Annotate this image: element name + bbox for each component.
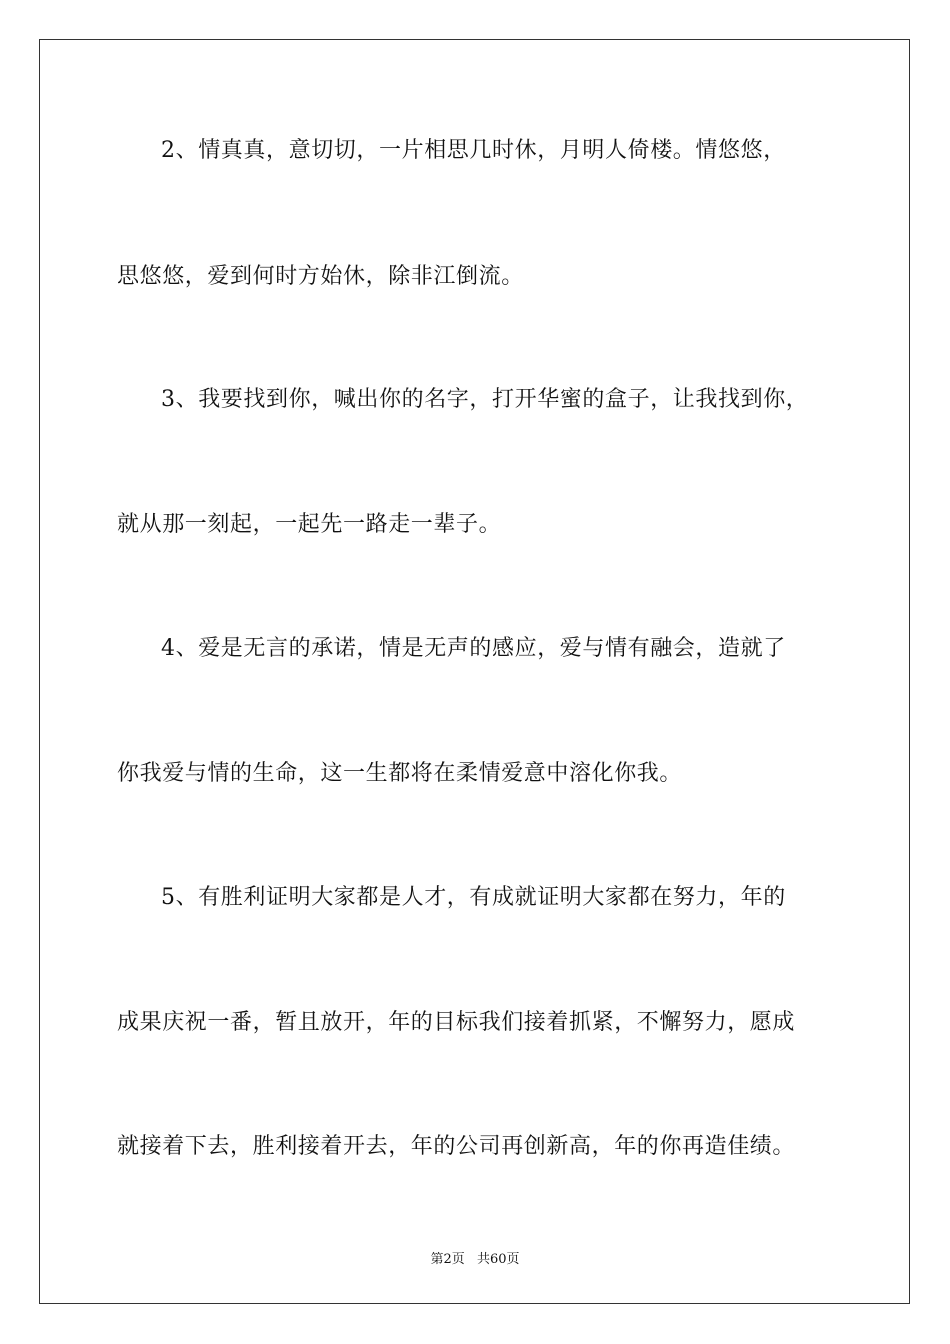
paragraph-4-line-1: 4、爱是无言的承诺，情是无声的感应，爱与情有融会，造就了 xyxy=(161,636,786,661)
page-total: 共60页 xyxy=(476,1252,520,1267)
paragraph-2-line-1: 2、情真真，意切切，一片相思几时休，月明人倚楼。情悠悠， xyxy=(161,138,786,163)
paragraph-5-line-1: 5、有胜利证明大家都是人才，有成就证明大家都在努力，年的 xyxy=(161,885,786,910)
paragraph-5-line-3: 就接着下去，胜利接着开去，年的公司再创新高，年的你再造佳绩。 xyxy=(117,1134,796,1159)
paragraph-2-line-2: 思悠悠，爱到何时方始休，除非江倒流。 xyxy=(117,264,524,289)
page-number: 第2页 xyxy=(430,1252,465,1267)
paragraph-5-line-2: 成果庆祝一番，暂且放开，年的目标我们接着抓紧，不懈努力，愿成 xyxy=(117,1010,796,1035)
paragraph-3-line-2: 就从那一刻起，一起先一路走一辈子。 xyxy=(117,512,502,537)
page-footer xyxy=(0,1248,950,1267)
paragraph-4-line-2: 你我爱与情的生命，这一生都将在柔情爱意中溶化你我。 xyxy=(117,761,683,786)
page-frame xyxy=(39,39,910,1304)
paragraph-3-line-1: 3、我要找到你，喊出你的名字，打开华蜜的盒子，让我找到你， xyxy=(161,387,809,412)
